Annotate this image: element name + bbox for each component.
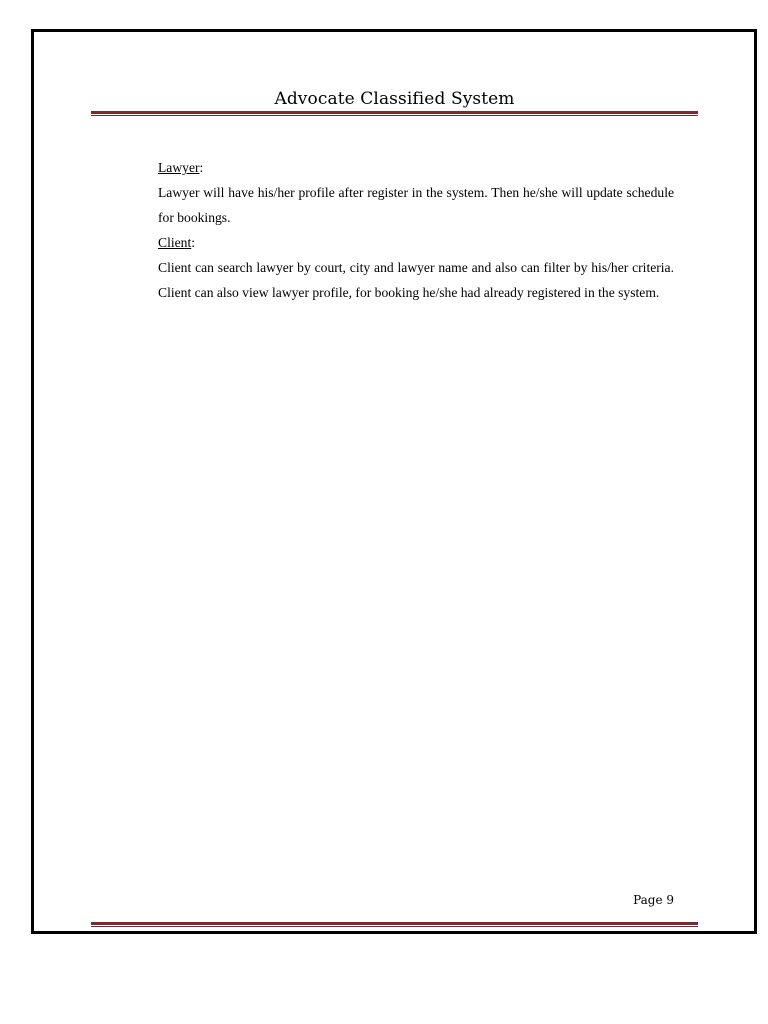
- document-header-title: Advocate Classified System: [274, 89, 515, 109]
- section-heading-lawyer-text: Lawyer: [158, 160, 200, 175]
- section-paragraph-lawyer: Lawyer will have his/her profile after register in the system. Then he/she will update schedule for bookings.: [158, 185, 674, 225]
- section-heading-lawyer-colon: :: [199, 160, 204, 175]
- section-paragraph-client: Client can search lawyer by court, city and lawyer name and also can filter by his/her criteria. Client can also view lawyer profile, for booking he/she had already registered in the system.: [158, 260, 674, 300]
- section-heading-client-text: Client: [158, 235, 192, 250]
- document-body: [158, 155, 674, 305]
- footer-rule: [91, 922, 698, 927]
- section-heading-client-colon: :: [191, 235, 196, 250]
- section-heading-client: [158, 230, 674, 255]
- section-heading-lawyer: [158, 155, 674, 180]
- header-rule: [91, 111, 698, 116]
- page-number: Page 9: [633, 893, 674, 907]
